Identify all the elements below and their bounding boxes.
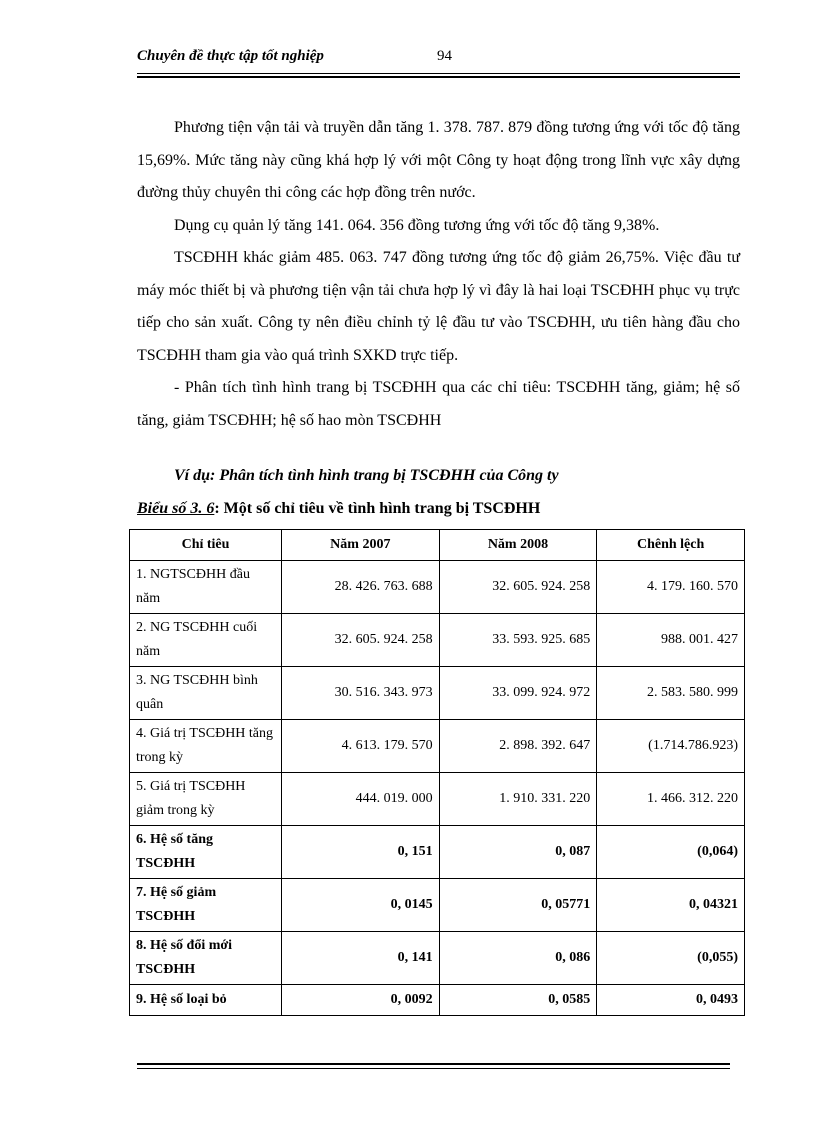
cell-2007: 0, 0092 [282,985,440,1016]
cell-difference: 0, 0493 [597,985,745,1016]
cell-2008: 1. 910. 331. 220 [439,773,597,826]
column-header: Năm 2007 [282,530,440,561]
cell-difference: 0, 04321 [597,879,745,932]
column-header: Chênh lệch [597,530,745,561]
paragraph: Dụng cụ quản lý tăng 141. 064. 356 đồng tương ứng với tốc độ tăng 9,38%. [174,216,660,234]
table-row [130,720,745,773]
row-label: 3. NG TSCĐHH bình quân [130,667,282,720]
cell-2007: 0, 0145 [282,879,440,932]
table-row [130,614,745,667]
table-row [130,773,745,826]
cell-2008: 2. 898. 392. 647 [439,720,597,773]
cell-difference: (0,055) [597,932,745,985]
row-label: 7. Hệ số giảm TSCĐHH [130,879,282,932]
table-header-row [130,530,745,561]
header-rule [137,73,740,78]
table-row [130,561,745,614]
cell-2007: 0, 151 [282,826,440,879]
cell-2007: 444. 019. 000 [282,773,440,826]
cell-2008: 0, 0585 [439,985,597,1016]
cell-2007: 30. 516. 343. 973 [282,667,440,720]
row-label: 1. NGTSCĐHH đầu năm [130,561,282,614]
cell-2008: 0, 087 [439,826,597,879]
cell-difference: 1. 466. 312. 220 [597,773,745,826]
indicator-table [129,529,745,1016]
paragraph: Phương tiện vận tải và truyền dẫn tăng 1. 378. 787. 879 đồng tương ứng với tốc độ tăng 15,69%. Mức tăng này cũng khá hợp lý với một Công ty hoạt động trong lĩnh vực xây dựng đường thủy chuyên thi công các hợp đồng trên nước. [137,119,740,201]
cell-2007: 0, 141 [282,932,440,985]
row-label: 4. Giá trị TSCĐHH tăng trong kỳ [130,720,282,773]
cell-difference: (0,064) [597,826,745,879]
table-caption-label: Biểu số 3. 6 [137,500,215,517]
cell-difference: 988. 001. 427 [597,614,745,667]
paragraph: TSCĐHH khác giảm 485. 063. 747 đồng tương ứng tốc độ giảm 26,75%. Việc đầu tư máy móc thiết bị và phương tiện vận tải chưa hợp lý vì đây là hai loại TSCĐHH phục vụ trực tiếp cho sản xuất. Công ty nên điều chỉnh tỷ lệ đầu tư vào TSCĐHH, ưu tiên hàng đầu cho TSCĐHH tham gia vào quá trình SXKD trực tiếp. [137,249,740,364]
cell-difference: (1.714.786.923) [597,720,745,773]
cell-2008: 32. 605. 924. 258 [439,561,597,614]
cell-2008: 0, 086 [439,932,597,985]
cell-2007: 28. 426. 763. 688 [282,561,440,614]
table-caption [137,500,540,518]
body-text [137,112,740,437]
cell-2007: 4. 613. 179. 570 [282,720,440,773]
row-label: 2. NG TSCĐHH cuối năm [130,614,282,667]
column-header: Năm 2008 [439,530,597,561]
footer-rule [137,1063,730,1069]
page-header [137,48,740,68]
cell-2008: 33. 099. 924. 972 [439,667,597,720]
example-heading: Ví dụ: Phân tích tình hình trang bị TSCĐHH của Công ty [174,467,559,484]
cell-2008: 33. 593. 925. 685 [439,614,597,667]
table-row [130,985,745,1016]
row-label: 9. Hệ số loại bỏ [130,985,282,1016]
table-row [130,826,745,879]
page-number: 94 [437,48,452,64]
cell-difference: 4. 179. 160. 570 [597,561,745,614]
column-header: Chỉ tiêu [130,530,282,561]
table-caption-text: : Một số chỉ tiêu về tình hình trang bị TSCĐHH [214,500,541,517]
header-title: Chuyên đề thực tập tốt nghiệp [137,48,324,64]
row-label: 5. Giá trị TSCĐHH giảm trong kỳ [130,773,282,826]
cell-2008: 0, 05771 [439,879,597,932]
row-label: 6. Hệ số tăng TSCĐHH [130,826,282,879]
row-label: 8. Hệ số đổi mới TSCĐHH [130,932,282,985]
table-row [130,667,745,720]
table-row [130,932,745,985]
cell-2007: 32. 605. 924. 258 [282,614,440,667]
paragraph: - Phân tích tình hình trang bị TSCĐHH qua các chỉ tiêu: TSCĐHH tăng, giảm; hệ số tăng, giảm TSCĐHH; hệ số hao mòn TSCĐHH [137,379,740,429]
table-row [130,879,745,932]
cell-difference: 2. 583. 580. 999 [597,667,745,720]
